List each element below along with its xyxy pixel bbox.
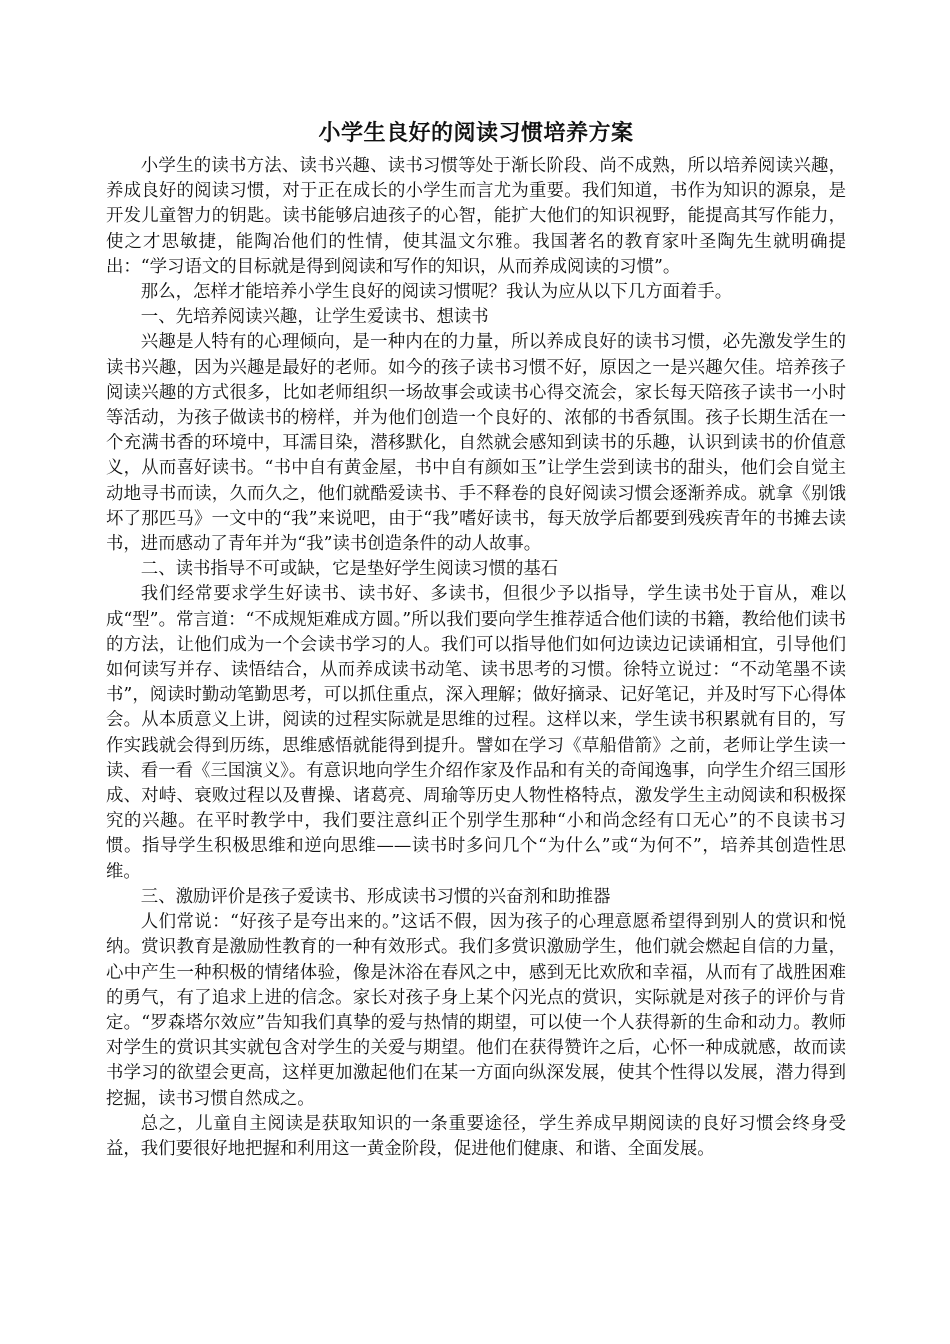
paragraph-question: 那么，怎样才能培养小学生良好的阅读习惯呢？我认为应从以下几方面着手。 [140, 282, 733, 303]
paragraph-section-1: 兴趣是人特有的心理倾向，是一种内在的力量，所以养成良好的读书习惯，必先激发学生的读书兴趣，因为兴趣是最好的老师。如今的孩子读书习惯不好，原因之一是兴趣欠佳。培养孩子阅读兴趣的方式很多，比如老师组织一场故事会或读书心得交流会，家长每天陪孩子读书一小时等活动，为孩子做读书的榜样，并为他们创造一个良好的、浓郁的书香氛围。孩子长期生活在一个充满书香的环境中，耳濡目染，潜移默化，自然就会感知到读书的乐趣，认识到读书的价值意义，从而喜好读书。“书中自有黄金屋，书中自有颜如玉”让学生尝到读书的甜头，他们会自觉主动地寻书而读，久而久之，他们就酷爱读书、手不释卷的良好阅读习惯会逐渐养成。就拿《别饿坏了那匹马》一文中的“我”来说吧，由于“我”嗜好读书，每天放学后都要到残疾青年的书摊去读书，进而感动了青年并为“我”读书创造条件的动人故事。 [106, 332, 846, 555]
paragraph-section-3: 人们常说：“好孩子是夸出来的。”这话不假，因为孩子的心理意愿希望得到别人的赏识和悦纳。赏识教育是激励性教育的一种有效形式。我们多赏识激励学生，他们就会燃起自信的力量，心中产生一种积极的情绪体验，像是沐浴在春风之中，感到无比欢欣和幸福，从而有了战胜困难的勇气，有了追求上进的信念。家长对孩子身上某个闪光点的赏识，实际就是对孩子的评价与肯定。“罗森塔尔效应”告知我们真挚的爱与热情的期望，可以使一个人获得新的生命和动力。教师对学生的赏识其实就包含对学生的关爱与期望。他们在获得赞许之后，心怀一种成就感，故而读书学习的欲望会更高，这样更加激起他们在某一方面向纵深发展，使其个性得以发展，潜力得到挖掘，读书习惯自然成之。 [106, 912, 846, 1109]
document-title: 小学生良好的阅读习惯培养方案 [318, 120, 634, 146]
paragraph-section-2: 我们经常要求学生好读书、读书好、多读书，但很少予以指导，学生读书处于盲从，难以成“型”。常言道：“不成规矩难成方圆。”所以我们要向学生推荐适合他们读的书籍，教给他们读书的方法，让他们成为一个会读书学习的人。我们可以指导他们如何边读边记读诵相宜，引导他们如何读写并存、读悟结合，从而养成读书动笔、读书思考的习惯。徐特立说过：“不动笔墨不读书”，阅读时勤动笔勤思考，可以抓住重点，深入理解；做好摘录、记好笔记，并及时写下心得体会。从本质意义上讲，阅读的过程实际就是思维的过程。这样以来，学生读书积累就有目的，写作实践就会得到历练，思维感悟就能得到提升。譬如在学习《草船借箭》之前，老师让学生读一读、看一看《三国演义》。有意识地向学生介绍作家及作品和有关的奇闻逸事，向学生介绍三国形成、对峙、衰败过程以及曹操、诸葛亮、周瑜等历史人物性格特点，激发学生主动阅读和积极探究的兴趣。在平时教学中，我们要注意纠正个别学生那种“小和尚念经有口无心”的不良读书习惯。指导学生积极思维和逆向思维——读书时多问几个“为什么”或“为何不”，培养其创造性思维。 [106, 584, 846, 882]
section-heading-3: 三、激励评价是孩子爱读书、形成读书习惯的兴奋剂和助推器 [140, 886, 611, 907]
paragraph-intro: 小学生的读书方法、读书兴趣、读书习惯等处于渐长阶段、尚不成熟，所以培养阅读兴趣，养成良好的阅读习惯，对于正在成长的小学生而言尤为重要。我们知道，书作为知识的源泉，是开发儿童智力的钥匙。读书能够启迪孩子的心智，能扩大他们的知识视野，能提高其写作能力，使之才思敏捷，能陶冶他们的性情，使其温文尔雅。我国著名的教育家叶圣陶先生就明确提出：“学习语文的目标就是得到阅读和写作的知识，从而养成阅读的习惯”。 [106, 156, 846, 277]
section-heading-1: 一、先培养阅读兴趣，让学生爱读书、想读书 [140, 307, 489, 328]
section-heading-2: 二、读书指导不可或缺，它是垫好学生阅读习惯的基石 [140, 559, 559, 580]
paragraph-conclusion: 总之，儿童自主阅读是获取知识的一条重要途径，学生养成早期阅读的良好习惯会终身受益，我们要很好地把握和利用这一黄金阶段，促进他们健康、和谐、全面发展。 [106, 1113, 846, 1159]
document-page [106, 118, 846, 1162]
